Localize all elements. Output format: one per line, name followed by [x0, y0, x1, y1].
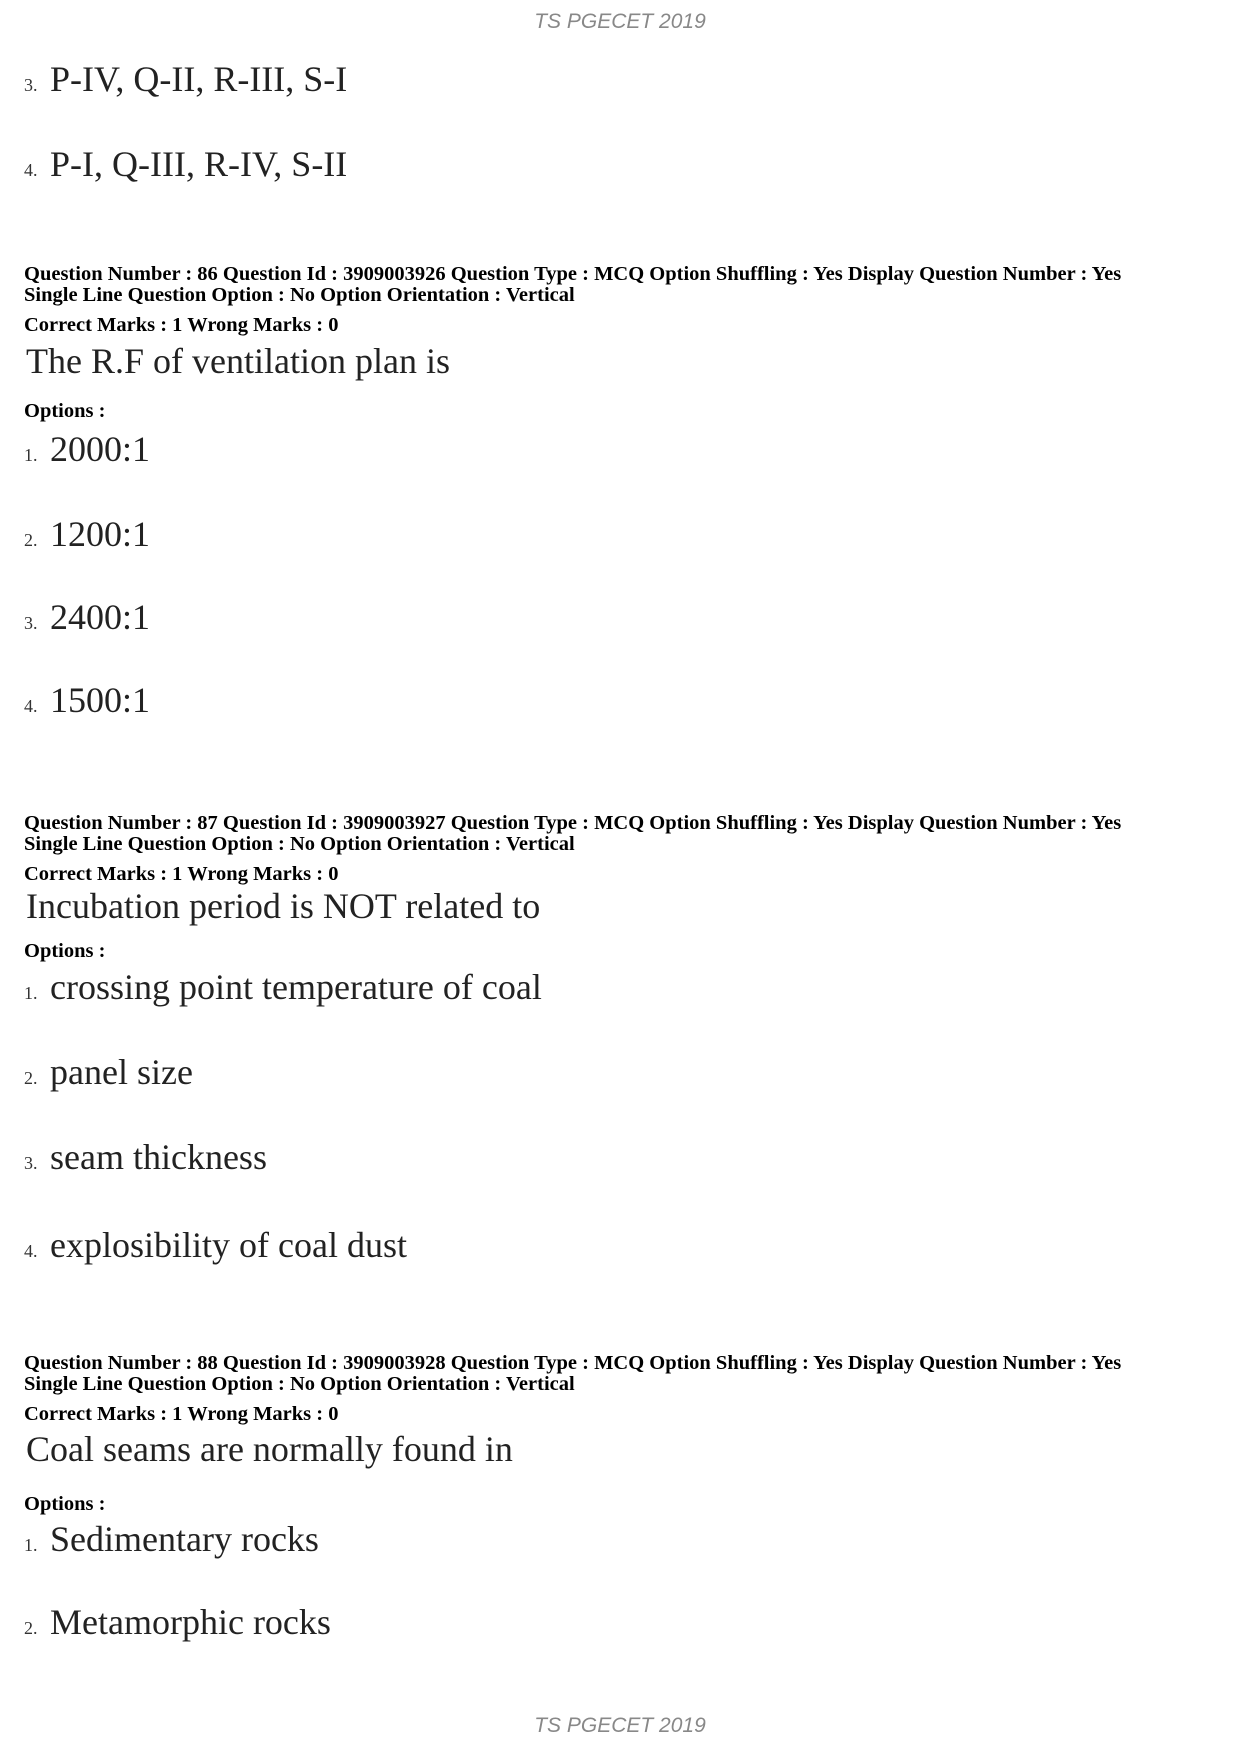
option-text: seam thickness: [50, 1137, 267, 1177]
question-87-option-2: [24, 1051, 193, 1093]
option-text: 2000:1: [50, 429, 151, 469]
option-number: 4.: [24, 160, 38, 180]
question-87-option-4: [24, 1224, 407, 1266]
prev-option-4: [24, 143, 347, 185]
question-86-text: The R.F of ventilation plan is: [26, 341, 450, 381]
prev-option-3: [24, 58, 347, 100]
option-text: panel size: [50, 1052, 193, 1092]
question-87-marks: Correct Marks : 1 Wrong Marks : 0: [24, 863, 339, 885]
option-text: Metamorphic rocks: [50, 1602, 331, 1642]
question-86-meta: [24, 264, 1121, 306]
option-number: 1.: [24, 1535, 38, 1555]
option-text: crossing point temperature of coal: [50, 967, 542, 1007]
question-86-option-1: [24, 428, 150, 470]
question-88-options-label: Options :: [24, 1493, 106, 1515]
option-number: 2.: [24, 1068, 38, 1088]
question-meta-line-2: Single Line Question Option : No Option Orientation : Vertical: [24, 1373, 575, 1395]
question-meta-line-1: Question Number : 87 Question Id : 3909003927 Question Type : MCQ Option Shuffling : Yes Display Question Number : Yes: [24, 812, 1122, 834]
option-text: 1200:1: [50, 514, 151, 554]
page-footer: TS PGECET 2019: [534, 1714, 706, 1737]
option-number: 1.: [24, 983, 38, 1003]
question-86-option-4: [24, 679, 150, 721]
question-86-option-2: [24, 513, 150, 555]
question-87-options-label: Options :: [24, 940, 106, 962]
option-number: 2.: [24, 1618, 38, 1638]
question-88-text: Coal seams are normally found in: [26, 1429, 513, 1469]
question-87-meta: [24, 813, 1121, 855]
option-number: 1.: [24, 445, 38, 465]
question-86-option-3: [24, 596, 150, 638]
question-87-option-3: [24, 1136, 267, 1178]
question-meta-line-2: Single Line Question Option : No Option Orientation : Vertical: [24, 284, 575, 306]
question-meta-line-1: Question Number : 86 Question Id : 3909003926 Question Type : MCQ Option Shuffling : Yes Display Question Number : Yes: [24, 263, 1122, 285]
option-number: 4.: [24, 1241, 38, 1261]
option-number: 3.: [24, 75, 38, 95]
option-number: 3.: [24, 613, 38, 633]
option-text: 1500:1: [50, 680, 151, 720]
question-88-option-2: [24, 1601, 331, 1643]
option-text: Sedimentary rocks: [50, 1519, 319, 1559]
option-text: P-IV, Q-II, R-III, S-I: [50, 59, 348, 99]
question-88-meta: [24, 1353, 1121, 1395]
question-87-text: Incubation period is NOT related to: [26, 886, 541, 926]
question-88-marks: Correct Marks : 1 Wrong Marks : 0: [24, 1403, 339, 1425]
option-number: 2.: [24, 530, 38, 550]
option-text: explosibility of coal dust: [50, 1225, 407, 1265]
question-86-marks: Correct Marks : 1 Wrong Marks : 0: [24, 314, 339, 336]
option-text: 2400:1: [50, 597, 151, 637]
question-meta-line-1: Question Number : 88 Question Id : 3909003928 Question Type : MCQ Option Shuffling : Yes Display Question Number : Yes: [24, 1352, 1122, 1374]
page-header: TS PGECET 2019: [534, 10, 706, 33]
option-number: 3.: [24, 1153, 38, 1173]
question-87-option-1: [24, 966, 542, 1008]
question-86-options-label: Options :: [24, 400, 106, 422]
question-meta-line-2: Single Line Question Option : No Option Orientation : Vertical: [24, 833, 575, 855]
option-text: P-I, Q-III, R-IV, S-II: [50, 144, 348, 184]
question-88-option-1: [24, 1518, 319, 1560]
option-number: 4.: [24, 696, 38, 716]
